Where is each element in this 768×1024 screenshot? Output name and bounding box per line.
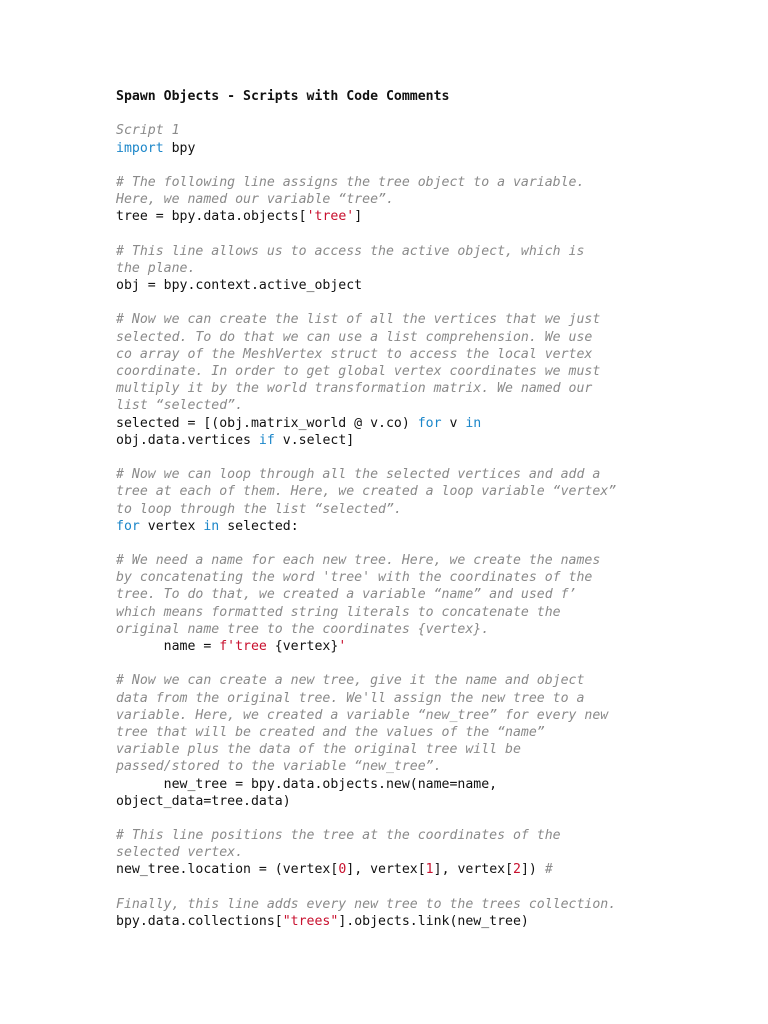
comment-line (116, 724, 736, 741)
comment-line (116, 501, 736, 518)
blank-line (116, 226, 736, 243)
code-text: tree = bpy.data.objects[ (116, 209, 307, 225)
string-token: "trees" (282, 914, 339, 929)
comment-line (116, 346, 736, 363)
comment-line (116, 758, 736, 775)
keyword-token: if (258, 432, 275, 448)
code-line (116, 208, 736, 225)
code-line (116, 140, 736, 157)
comment-text: variable. Here, we created a variable “new_tree” for every new (116, 707, 609, 723)
comment-line (116, 690, 736, 707)
comment-text: Script 1 (116, 123, 180, 139)
comment-line (116, 260, 736, 277)
comment-text: data from the original tree. We'll assign the new tree to a (116, 690, 585, 706)
comment-text: tree. To do that, we created a variable “name” and used f’ (116, 587, 577, 603)
string-token: f'tree (219, 639, 275, 654)
code-text: ], vertex[ (433, 862, 514, 878)
string-token: 'tree' (306, 209, 355, 225)
comment-text: # (544, 862, 553, 878)
blank-line (116, 535, 736, 552)
document-page (116, 88, 736, 930)
comment-line (116, 380, 736, 397)
comment-line (116, 311, 736, 328)
code-line (116, 415, 736, 432)
comment-line (116, 483, 736, 500)
comment-text: variable plus the data of the original tree will be (116, 742, 521, 758)
comment-text: list “selected”. (116, 398, 244, 414)
keyword-token: import (116, 140, 164, 156)
comment-text: to loop through the list “selected”. (116, 501, 402, 517)
number-token: 0 (338, 862, 347, 878)
code-line (116, 432, 736, 449)
keyword-token: in (465, 415, 482, 431)
code-line (116, 638, 736, 655)
comment-line (116, 466, 736, 483)
code-line (116, 776, 736, 793)
code-text: v.select] (274, 432, 355, 448)
code-line (116, 793, 736, 810)
code-text: new_tree.location = (vertex[ (116, 862, 339, 878)
blank-line (116, 449, 736, 466)
comment-text: by concatenating the word 'tree' with the coordinates of the (116, 570, 593, 586)
comment-line (116, 844, 736, 861)
comment-text: passed/stored to the variable “new_tree”. (116, 759, 442, 775)
comment-text: selected vertex. (116, 845, 244, 861)
code-text: ], vertex[ (346, 862, 426, 878)
code-listing (116, 105, 736, 930)
comment-text: # Now we can create a new tree, give it the name and object (116, 673, 585, 689)
document-title: Spawn Objects - Scripts with Code Comments (116, 89, 450, 104)
comment-line (116, 397, 736, 414)
blank-line (116, 294, 736, 311)
comment-text: multiply it by the world transformation matrix. We named our (116, 381, 593, 397)
keyword-token: for (116, 518, 140, 534)
comment-text: # Now we can loop through all the selected vertices and add a (116, 467, 601, 483)
comment-line (116, 329, 736, 346)
comment-line (116, 604, 736, 621)
comment-line (116, 122, 736, 139)
code-line (116, 277, 736, 294)
code-text: bpy.data.collections[ (116, 914, 283, 929)
code-text: ] (354, 209, 363, 225)
code-text: obj = bpy.context.active_object (116, 278, 363, 294)
comment-text: # We need a name for each new tree. Here, we create the names (116, 553, 601, 569)
comment-text: the plane. (116, 260, 196, 276)
comment-text: # The following line assigns the tree object to a variable. (116, 174, 585, 190)
comment-line (116, 707, 736, 724)
comment-line (116, 896, 736, 913)
code-line (116, 518, 736, 535)
code-text: new_tree = bpy.data.objects.new(name=name, (116, 776, 498, 792)
code-text: ].objects.link(new_tree) (338, 914, 529, 929)
blank-line (116, 655, 736, 672)
code-text: selected = [(obj.matrix_world @ v.co) (116, 415, 418, 431)
comment-text: # This line allows us to access the active object, which is (116, 243, 585, 259)
comment-text: Here, we named our variable “tree”. (116, 192, 394, 208)
comment-line (116, 569, 736, 586)
code-line (116, 913, 736, 930)
comment-text: original name tree to the coordinates {vertex}. (116, 621, 490, 637)
comment-line (116, 827, 736, 844)
comment-line (116, 552, 736, 569)
comment-line (116, 741, 736, 758)
comment-text: co array of the MeshVertex struct to access the local vertex (116, 346, 593, 362)
number-token: 1 (425, 862, 434, 878)
blank-line (116, 105, 736, 122)
comment-text: which means formatted string literals to concatenate the (116, 604, 561, 620)
code-text: {vertex} (274, 639, 339, 654)
code-text: bpy (163, 140, 196, 156)
comment-line (116, 174, 736, 191)
code-text: v (441, 415, 466, 431)
comment-line (116, 672, 736, 689)
string-token: ' (338, 639, 347, 654)
keyword-token: for (417, 415, 442, 431)
comment-line (116, 363, 736, 380)
code-text: name = (116, 639, 220, 654)
blank-line (116, 810, 736, 827)
code-line (116, 861, 736, 878)
comment-line (116, 621, 736, 638)
number-token: 2 (513, 862, 521, 878)
comment-line (116, 191, 736, 208)
comment-text: Finally, this line adds every new tree to the trees collection. (116, 896, 617, 912)
code-text: object_data=tree.data) (116, 793, 291, 809)
comment-text: # Now we can create the list of all the vertices that we just (116, 312, 601, 328)
keyword-token: in (203, 518, 220, 534)
code-text: selected: (219, 518, 299, 534)
comment-text: coordinate. In order to get global vertex coordinates we must (116, 364, 601, 379)
comment-text: selected. To do that we can use a list comprehension. We use (116, 329, 593, 345)
code-text: obj.data.vertices (116, 432, 259, 448)
comment-line (116, 243, 736, 260)
comment-text: # This line positions the tree at the coordinates of the (116, 828, 561, 844)
comment-text: tree that will be created and the values of the “name” (116, 724, 545, 740)
comment-line (116, 586, 736, 603)
blank-line (116, 157, 736, 174)
comment-text: tree at each of them. Here, we created a loop variable “vertex” (116, 484, 617, 500)
code-text: ]) (520, 862, 545, 878)
blank-line (116, 879, 736, 896)
code-text: vertex (139, 518, 204, 534)
